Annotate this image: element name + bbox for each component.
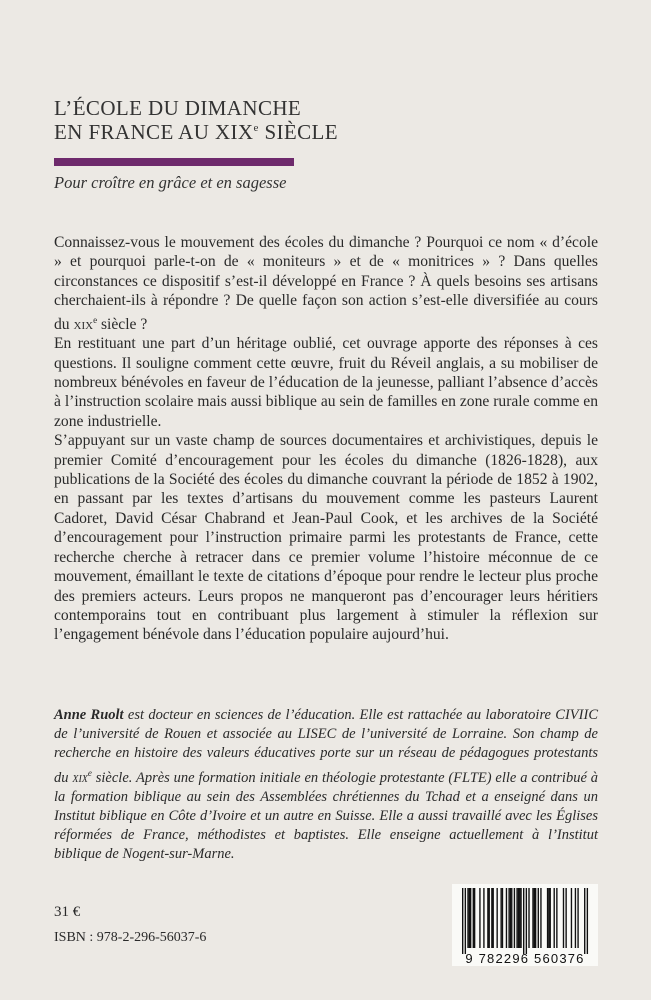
barcode-bar <box>489 888 490 948</box>
bio-text-1: est docteur en sciences de l’éducation. Elle est rattachée au laboratoire CIVIIC de l’université de Rouen et associée au LISEC de l’université de Lorraine. Son champ de recherche en histoire des valeurs éducatives porte sur un réseau de pédagogues protestants du <box>54 707 598 786</box>
title-line-1: L’ÉCOLE DU DIMANCHE <box>54 96 302 120</box>
barcode-bar <box>516 888 517 948</box>
barcode-bar <box>510 888 511 948</box>
barcode-bar <box>554 888 555 948</box>
barcode-bar <box>473 888 474 948</box>
barcode-bar <box>462 888 463 954</box>
title-superscript: e <box>253 122 259 134</box>
barcode-bar <box>540 888 541 948</box>
book-title <box>54 96 474 144</box>
barcode-bar <box>483 888 484 948</box>
title-line-2 <box>54 120 474 144</box>
bio-text-2: siècle. Après une formation initiale en théologie protestante (FLTE) elle a contribué à la formation biblique au sein des Assemblées chrétiennes du Tchad et a enseigné dans un Institut biblique en Côte d’Ivoire et un autre en Suisse. Elle a aussi travaillé avec les Églises réformées de France, méthodistes et baptistes. Elle enseigne actuellement à l’Institut biblique de Nogent-sur-Marne. <box>54 769 598 863</box>
barcode-bar <box>491 888 492 948</box>
author-bio <box>54 706 598 864</box>
title-line-2-post: SIÈCLE <box>258 120 339 144</box>
barcode-bar <box>514 888 515 948</box>
isbn: ISBN : 978-2-296-56037-6 <box>54 930 207 945</box>
barcode-bar <box>506 888 507 948</box>
barcode-bar <box>511 888 512 948</box>
barcode-bar <box>526 888 527 954</box>
barcode-bar <box>563 888 564 948</box>
blurb-p1-superscript: e <box>93 314 98 325</box>
blurb-paragraph-1 <box>54 233 598 334</box>
barcode-bar <box>493 888 494 948</box>
barcode-bar <box>470 888 471 948</box>
barcode-bar <box>547 888 548 948</box>
barcode-bar <box>519 888 520 948</box>
title-rule <box>54 158 294 166</box>
author-name: Anne Ruolt <box>54 707 124 723</box>
barcode-bar <box>508 888 509 948</box>
barcode-bar <box>587 888 588 954</box>
barcode-bar <box>518 888 519 948</box>
barcode-bar <box>520 888 521 948</box>
barcode-bar <box>548 888 549 948</box>
barcode-bar <box>523 888 524 954</box>
barcode-bar <box>538 888 539 948</box>
barcode-bar <box>584 888 585 954</box>
barcode-bar <box>532 888 533 948</box>
barcode-bar <box>465 888 466 954</box>
barcode-bar <box>496 888 497 948</box>
barcode-bar <box>550 888 551 948</box>
bio-century: xix <box>72 769 88 786</box>
barcode-bar <box>575 888 576 948</box>
barcode-bar <box>577 888 578 948</box>
barcode-bar <box>479 888 480 948</box>
blurb-p1-end: siècle ? <box>97 315 148 333</box>
barcode-bar <box>571 888 572 948</box>
price: 31 € <box>54 904 81 920</box>
title-line-2-pre: EN FRANCE AU XIX <box>54 120 254 144</box>
barcode-bar <box>474 888 475 948</box>
blurb <box>54 233 598 645</box>
barcode-bar <box>534 888 535 948</box>
book-subtitle: Pour croître en grâce et en sagesse <box>54 173 287 192</box>
blurb-p1-text: Connaissez-vous le mouvement des écoles du dimanche ? Pourquoi ce nom « d’école » et pourquoi parle-t-on de « moniteurs » et de « monitrices » ? Dans quelles circonstances ce dispositif s’est-il développé en France ? À quels besoins ses artisans cherchaient-ils à répondre ? De quelle façon son action s’est-elle diversifiée au cours du <box>54 234 598 333</box>
barcode-digits: 9 782296 560376 <box>465 951 585 966</box>
blurb-p1-century: xix <box>73 315 94 333</box>
blurb-paragraph-2: En restituant une part d’un héritage oublié, cet ouvrage apporte des réponses à ces questions. Il souligne comment cette œuvre, fruit du Réveil anglais, a su mobiliser de nombreux bénévoles en faveur de l’éducation de la jeunesse, palliant l’absence d’accès à l’instruction scolaire mais aussi biblique au sein de familles en zone rurale comme en zone industrielle. <box>54 335 598 430</box>
bio-superscript: e <box>87 767 92 778</box>
barcode-bar <box>500 888 501 948</box>
blurb-paragraph-3: S’appuyant sur un vaste champ de sources documentaires et archivistiques, depuis le premier Comité d’encouragement pour les écoles du dimanche (1826-1828), aux publications de la Société des écoles du dimanche couvrant la période de 1852 à 1902, en passant par les textes d’artisans du mouvement comme les pasteurs Laurent Cadoret, David César Chabrand et Jean-Paul Cook, et les archives de la Société d’encouragement pour l’instruction primaire parmi les protestants de France, cette recherche cherche à retracer dans ce premier volume l’histoire méconnue de ce mouvement, émaillant le texte de citations d’époque pour rendre le lecteur plus proche des premiers acteurs. Leurs propos ne manqueront pas d’encourager leurs héritiers contemporains tout en contribuant plus largement à stimuler la réflexion sur l’engagement bénévole dans l’éducation populaire aujourd’hui. <box>54 432 598 644</box>
barcode-bar <box>556 888 557 948</box>
barcode-bar <box>469 888 470 948</box>
barcode-bar <box>565 888 566 948</box>
barcode-bar <box>467 888 468 948</box>
barcode-bar <box>502 888 503 948</box>
barcode-bar <box>487 888 488 948</box>
barcode-bar <box>535 888 536 948</box>
barcode-bar <box>528 888 529 948</box>
